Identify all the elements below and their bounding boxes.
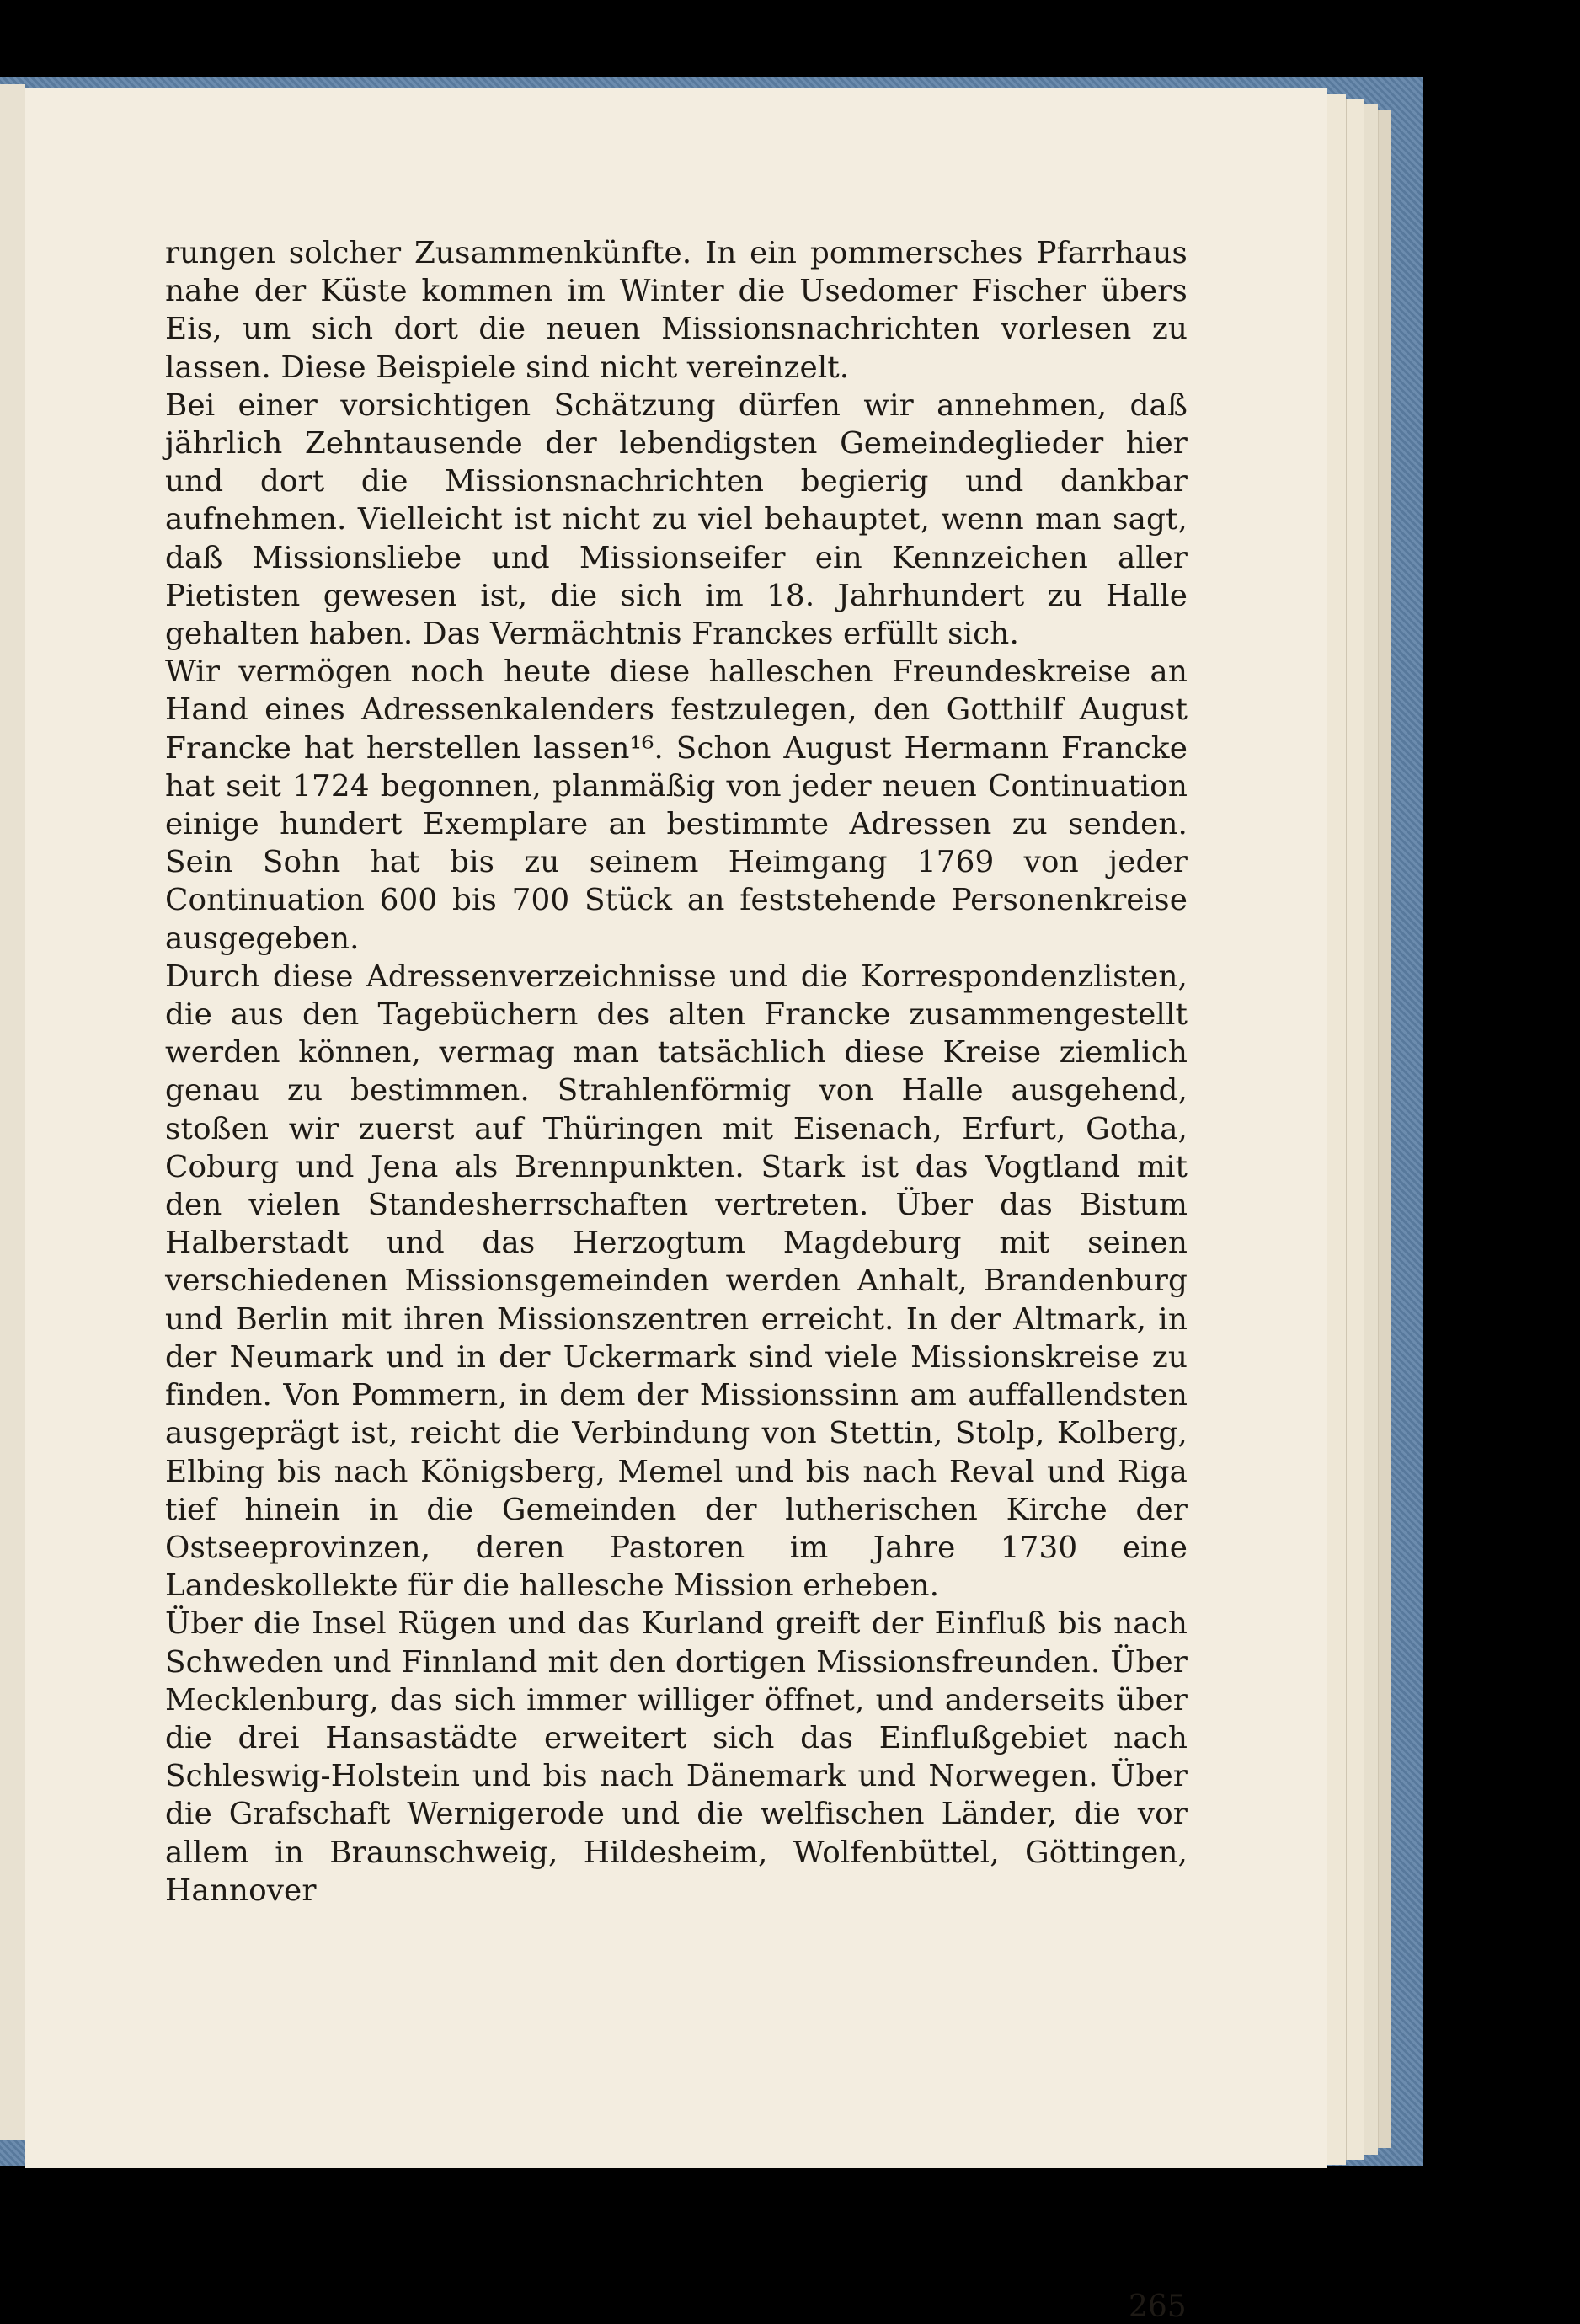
paragraph: Bei einer vorsichtigen Schätzung dürfen wir annehmen, daß jährlich Zehntausende der lebendigsten Gemeindeglieder hier und dort die Missionsnachrichten begierig und dankbar aufnehmen. Vielleicht ist nicht zu viel behauptet, wenn man sagt, daß Missionsliebe und Missionseifer ein Kennzeichen aller Pietisten gewesen ist, die sich im 18. Jahrhundert zu Halle gehalten haben. Das Vermächtnis Franckes erfüllt sich. xyxy=(165,387,1188,652)
paragraph: Wir vermögen noch heute diese halleschen Freundeskreise an Hand eines Adressenkalenders festzulegen, den Gotthilf August Francke hat herstellen lassen¹⁶. Schon August Hermann Francke hat seit 1724 begonnen, planmäßig von jeder neuen Continuation einige hundert Exemplare an bestimmte Adressen zu senden. Sein Sohn hat bis zu seinem Heimgang 1769 von jeder Continuation 600 bis 700 Stück an feststehende Personenkreise ausgegeben. xyxy=(165,654,1188,956)
page-edge xyxy=(1346,99,1364,2160)
paragraph: Über die Insel Rügen und das Kurland greift der Einfluß bis nach Schweden und Finnland mit den dortigen Missionsfreunden. Über Mecklenburg, das sich immer williger öffnet, und anderseits über die drei Hansastädte erweitert sich das Einflußgebiet nach Schleswig-Holstein und bis nach Dänemark und Norwegen. Über die Grafschaft Wernigerode und die welfischen Länder, die vor allem in Braunschweig, Hildesheim, Wolfenbüttel, Göttingen, Hannover xyxy=(165,1606,1188,1908)
paragraph: Durch diese Adressenverzeichnisse und die Korrespondenzlisten, die aus den Tagebüchern des alten Francke zusammengestellt werden können, vermag man tatsächlich diese Kreise ziemlich genau zu bestimmen. Strahlenförmig von Halle ausgehend, stoßen wir zuerst auf Thüringen mit Eisenach, Erfurt, Gotha, Coburg und Jena als Brennpunkten. Stark ist das Vogtland mit den vielen Standesherrschaften vertreten. Über das Bistum Halberstadt und das Herzogtum Magdeburg mit seinen verschiedenen Missionsgemeinden werden Anhalt, Brandenburg und Berlin mit ihren Missionszentren erreicht. In der Altmark, in der Neumark und in der Uckermark sind viele Missionskreise zu finden. Von Pommern, in dem der Missionssinn am auffallendsten ausgeprägt ist, reicht die Verbindung von Stettin, Stolp, Kolberg, Elbing bis nach Königsberg, Memel und bis nach Reval und Riga tief hinein in die Gemeinden der lutherischen Kirche der Ostseeprovinzen, deren Pastoren im Jahre 1730 eine Landeskollekte für die hallesche Mission erheben. xyxy=(165,959,1188,1604)
page-edge xyxy=(1364,104,1378,2155)
page-number: 265 xyxy=(1129,2289,1187,2324)
page-edge xyxy=(1378,110,1391,2148)
facing-page-edge xyxy=(0,84,25,2140)
paragraph: rungen solcher Zusammenkünfte. In ein pommersches Pfarrhaus nahe der Küste kommen im Winter die Usedomer Fischer übers Eis, um sich dort die neuen Missionsnachrichten vorlesen zu lassen. Diese Beispiele sind nicht vereinzelt. xyxy=(165,236,1188,385)
body-text xyxy=(165,234,1188,1910)
page-edge xyxy=(1326,94,1346,2165)
